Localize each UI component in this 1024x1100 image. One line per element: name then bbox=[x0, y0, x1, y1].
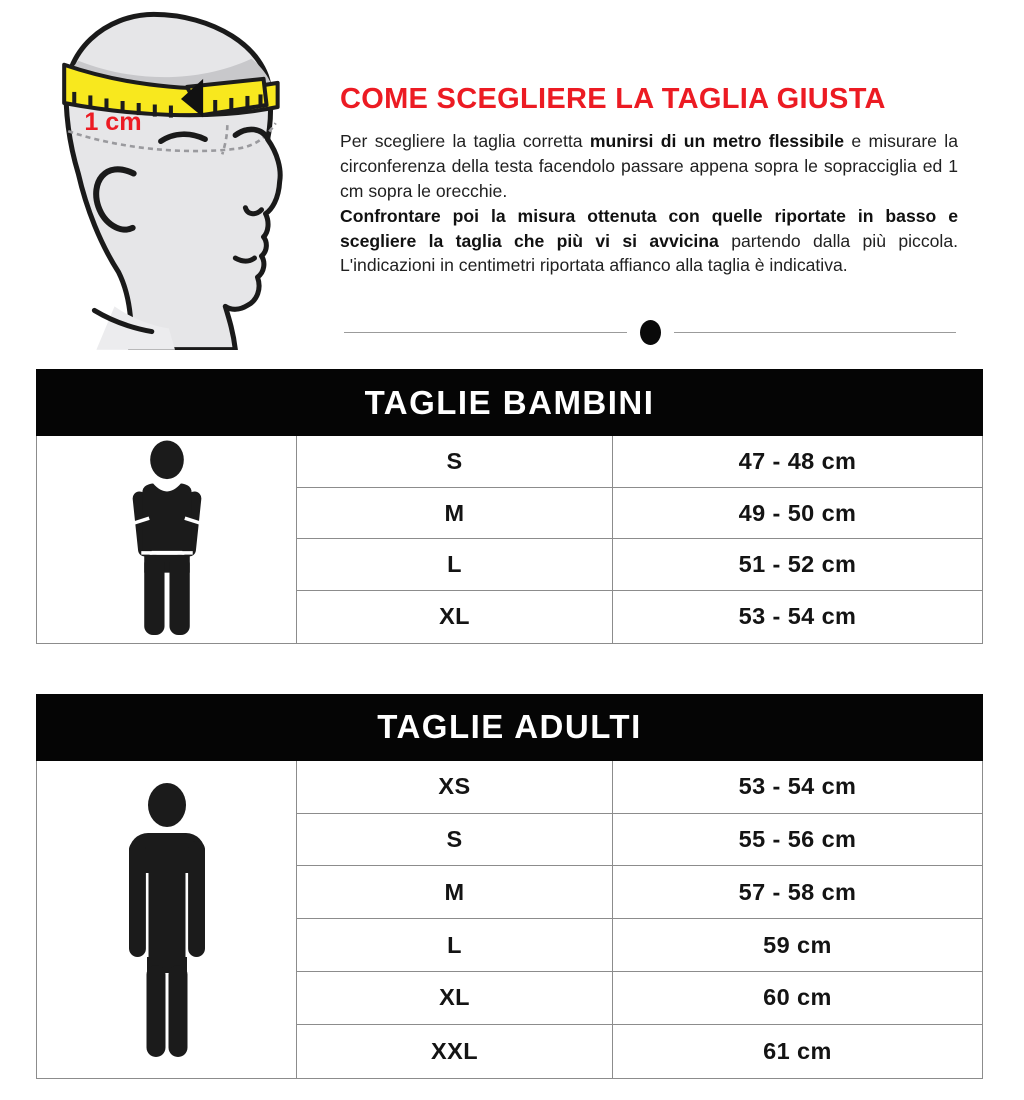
circumference-value: 53 - 54 cm bbox=[738, 603, 857, 630]
circumference-value: 59 cm bbox=[763, 931, 832, 958]
size-table-adulti bbox=[36, 694, 983, 1079]
table-header-bambini: TAGLIE BAMBINI bbox=[36, 369, 983, 436]
circumference-value: 53 - 54 cm bbox=[738, 773, 857, 800]
adult-figure-icon bbox=[37, 761, 297, 1078]
page-title: COME SCEGLIERE LA TAGLIA GIUSTA bbox=[340, 83, 886, 115]
intro-text: Per scegliere la taglia corretta bbox=[340, 131, 590, 152]
size-label: S bbox=[297, 436, 613, 487]
size-label: XXL bbox=[297, 1025, 613, 1078]
size-row bbox=[297, 972, 982, 1025]
intro-text: e misurare la circonferenza della testa facendolo passare appena sopra le sopracciglia ed 1 cm sopra le orecchie. bbox=[340, 131, 958, 202]
circumference-value: 51 - 52 cm bbox=[738, 551, 857, 578]
divider-dot-icon bbox=[640, 320, 661, 345]
size-rows-adulti bbox=[297, 761, 982, 1078]
table-body-bambini bbox=[36, 436, 983, 644]
size-label: L bbox=[297, 919, 613, 971]
head-measurement-illustration bbox=[38, 2, 330, 350]
intro-text-bold: munirsi di un metro flessibile bbox=[589, 131, 845, 152]
intro-text-block bbox=[340, 84, 958, 278]
circumference-value: 55 - 56 cm bbox=[738, 825, 857, 852]
divider-line-right bbox=[674, 332, 957, 334]
circumference-value: 60 cm bbox=[763, 984, 832, 1011]
table-body-adulti bbox=[36, 761, 983, 1079]
size-table-bambini bbox=[36, 369, 983, 644]
size-label: XL bbox=[297, 972, 613, 1024]
circumference-value: 47 - 48 cm bbox=[738, 447, 857, 474]
intro-text-bold: Confrontare poi la misura ottenuta con quelle riportate in basso e scegliere la taglia che più vi si avvicina bbox=[340, 205, 958, 251]
size-row bbox=[297, 761, 982, 814]
section-divider bbox=[344, 320, 956, 345]
size-row bbox=[297, 436, 982, 488]
intro-section bbox=[0, 0, 1024, 369]
size-row bbox=[297, 814, 982, 867]
divider-line-left bbox=[344, 332, 627, 334]
size-row bbox=[297, 488, 982, 540]
size-label: M bbox=[297, 866, 613, 918]
table-header-adulti: TAGLIE ADULTI bbox=[36, 694, 983, 761]
intro-paragraph bbox=[340, 129, 958, 278]
circumference-value: 57 - 58 cm bbox=[738, 878, 857, 905]
size-label: XS bbox=[297, 761, 613, 813]
size-row bbox=[297, 866, 982, 919]
tape-measure-label: 1 cm bbox=[84, 108, 142, 137]
circumference-value: 61 cm bbox=[763, 1037, 832, 1064]
size-row bbox=[297, 1025, 982, 1078]
size-row bbox=[297, 591, 982, 643]
size-row bbox=[297, 539, 982, 591]
size-rows-bambini bbox=[297, 436, 982, 643]
circumference-value: 49 - 50 cm bbox=[738, 499, 857, 526]
size-row bbox=[297, 919, 982, 972]
intro-text: partendo dalla più piccola. L'indicazioni in centimetri riportata affianco alla taglia è indicativa. bbox=[340, 230, 958, 276]
size-label: L bbox=[297, 539, 613, 590]
child-figure-icon bbox=[37, 436, 297, 643]
size-label: M bbox=[297, 488, 613, 539]
size-label: S bbox=[297, 814, 613, 866]
size-label: XL bbox=[297, 591, 613, 643]
